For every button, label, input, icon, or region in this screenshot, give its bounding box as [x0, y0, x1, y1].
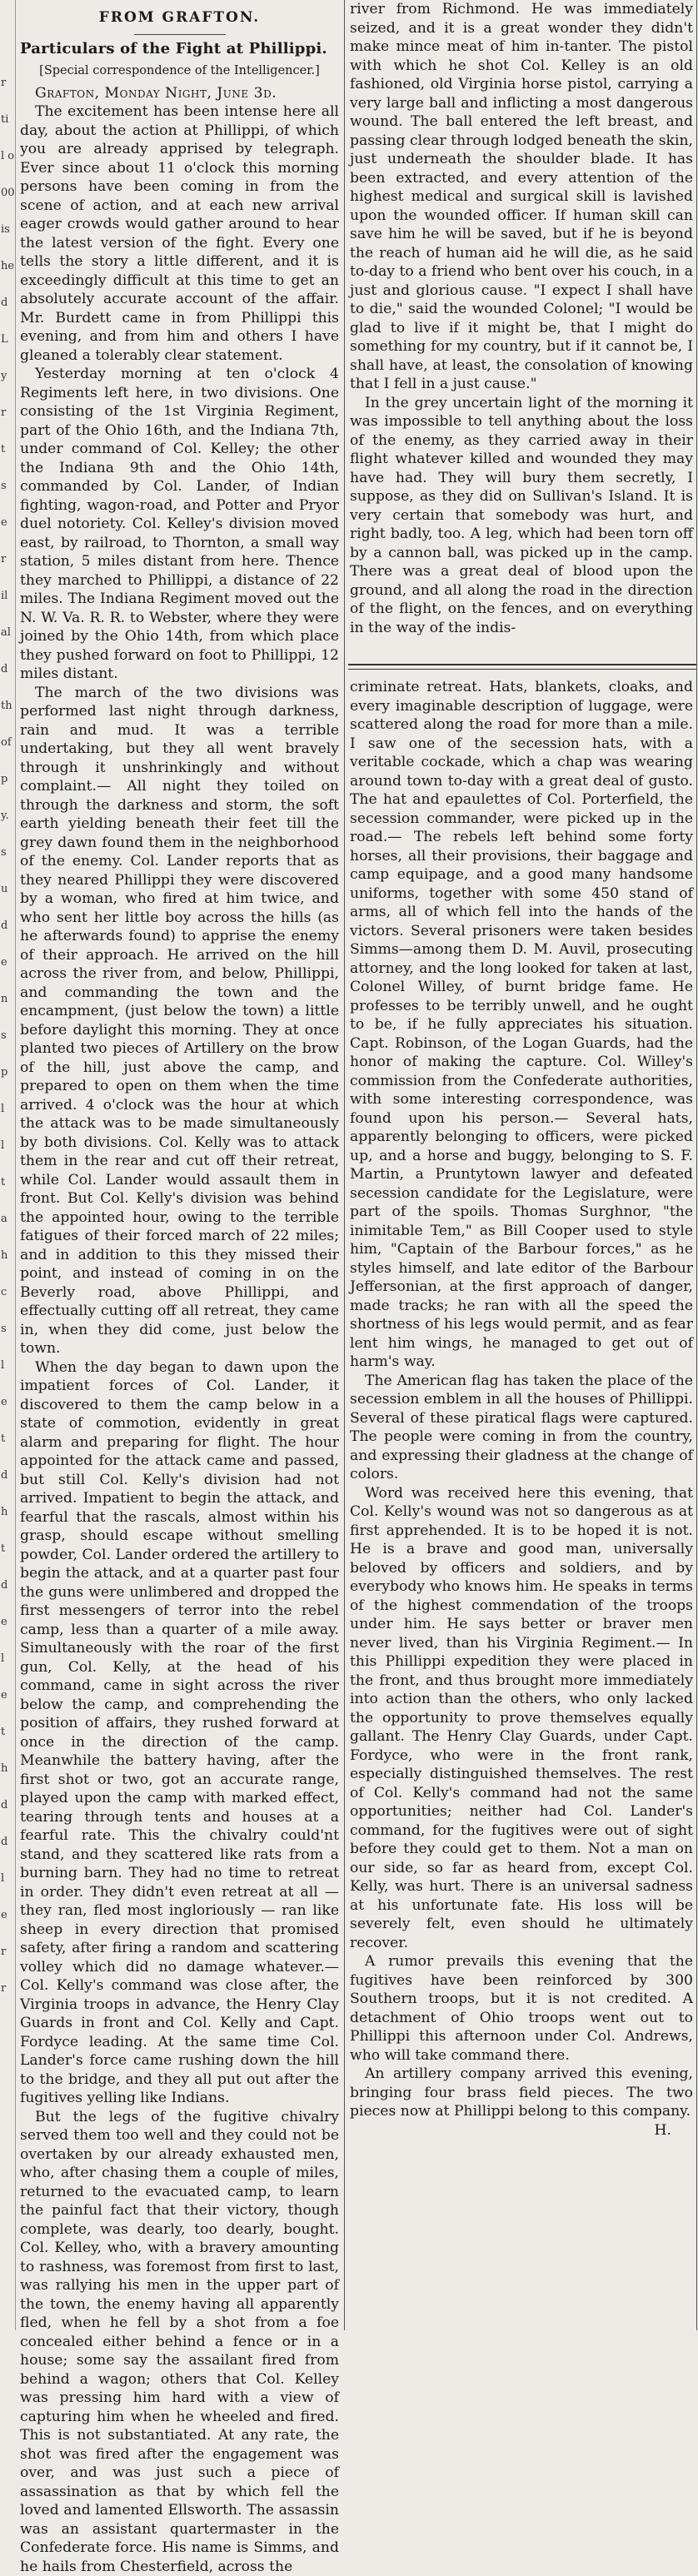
adjacent-column-fragment: is [1, 222, 14, 238]
headline: FROM GRAFTON. [20, 8, 339, 27]
paragraph: Word was received here this evening, that Col. Kelly's wound was not so dangerous as at first apprehended. It is to be hoped it is not. He is a brave and good man, universally beloved by officers and soldiers, and by everybody who knows him. He speaks in terms of the highest commendation of the troops under him. He says better or braver men never lived, than his Virginia Regiment.— In this Phillippi expedition they were placed in the front, and thus brought more immediately into action than the others, who only lacked the opportunity to prove themselves equally gallant. The Henry Clay Guards, under Capt. Fordyce, who were in the front rank, especially distinguished themselves. The rest of Col. Kelly's command had not the same opportunities; neither had Col. Lander's command, for the fugitives were out of sight before they could get to them. Not a man on our side, so far as heard from, except Col. Kelly, was hurt. There is an universal sadness at his unfortunate fate. His loss will be severely felt, even should he ultimately recover. [350, 1484, 693, 1953]
adjacent-column-fragment: l o [1, 148, 14, 165]
adjacent-column-fragment: d [1, 1834, 14, 1851]
adjacent-column-fragment: p [1, 771, 14, 788]
adjacent-column-fragment: t [1, 1174, 14, 1191]
paragraph: When the day began to dawn upon the impatient forces of Col. Lander, it discovered to them the camp below in a state of commotion, evidently in great alarm and preparing for flight. The hour appointed for the attack came and passed, but still Col. Kelly's division had not arrived. Impatient to begin the attack, and fearful that the rascals, almost within his grasp, should escape without smelling powder, Col. Lander ordered the artillery to begin the attack, and at a quarter past four the guns were unlimbered and dropped the first messengers of terror into the rebel camp, less than a quarter of a mile away. Simultaneously with the roar of the first gun, Col. Kelly, at the head of his command, came in sight across the river below the camp, and comprehending the position of affairs, they rushed forward at once in the direction of the camp. Meanwhile the battery having, after the first shot or two, got an accurate range, played upon the camp with marked effect, tearing through tents and houses at a fearful rate. This the chivalry could'nt stand, and they scattered like rats from a burning barn. They had no time to retreat in order. They didn't even retreat at all — they ran, fled most ingloriously — ran like sheep in every direction that promised safety, after firing a random and scattering volley which did no damage whatever.— Col. Kelly's command was close after, the Virginia troops in advance, the Henry Clay Guards in front and Col. Kelly and Capt. Fordyce leading. At the same time Col. Lander's force came rushing down the hill to the bridge, and they all put out after the fugitives yelling like Indians. [20, 1358, 339, 2108]
adjacent-column-fragment: e [1, 515, 14, 531]
adjacent-column-fragment: l [1, 1871, 14, 1887]
adjacent-column-fragment: s [1, 845, 14, 861]
adjacent-column-fragment: n [1, 991, 14, 1008]
paragraph: criminate retreat. Hats, blankets, cloaks, and every imaginable description of luggage, were scattered along the road for more than a mile. I saw one of the secession hats, with a veritable cockade, which a chap was wearing around town to-day with a great deal of gusto. The hat and epaulettes of Col. Porterfield, the secession commander, were picked up in the road.— The rebels left behind some forty horses, all their provisions, their baggage and camp equipage, and a good many handsome uniforms, together with some 450 stand of arms, all of which fell into the hands of the victors. Several prisoners were taken besides Simms—among them D. M. Auvil, prosecuting attorney, and the long looked for taken at last, Colonel Willey, of burnt bridge fame. He professes to be terribly unwell, and he ought to be, if he fully appreciates his situation. Capt. Robinson, of the Logan Guards, had the honor of making the capture. Col. Willey's commission from the Confederate authorities, with some interesting correspondence, was found upon his person.— Several hats, apparently belonging to officers, were picked up, and a horse and buggy, belonging to S. F. Martin, a Pruntytown lawyer and defeated secession candidate for the Legislature, were part of the spoils. Thomas Surghnor, "the inimitable Tem," as Bill Cooper used to style him, "Captain of the Barbour forces," as he styles himself, and late editor of the Barbour Jeffersonian, at the first approach of danger, made tracks; he ran with all the speed the shortness of his legs would permit, and as fear lent him wings, he managed to get out of harm's way. [350, 678, 693, 1372]
adjacent-column-fragment: d [1, 661, 14, 678]
paragraph: river from Richmond. He was immediately seized, and it is a great wonder they didn't make mince meat of him in-tanter. The pistol with which he shot Col. Kelley is an old fashioned, old Virginia horse pistol, carrying a very large ball and inflicting a most dangerous wound. The ball entered the left breast, and passing clear through lodged beneath the skin, just underneath the shoulder blade. It has been extracted, and every attention of the highest medical and surgical skill is lavished upon the wounded officer. If human skill can save him he will be saved, but if he is beyond the reach of human aid he will die, as he said to-day to a friend who bent over his couch, in a just and glorious cause. "I expect I shall have to die," said the wounded Colonel; "I would be glad to live if it might be, that I might do something for my country, but if it cannot be, I shall have, at least, the consolation of knowing that I fell in a just cause." [350, 0, 693, 394]
adjacent-column-fragment: l [1, 1651, 14, 1667]
adjacent-column-fragment: r [1, 75, 14, 92]
adjacent-column-fragment: s [1, 1321, 14, 1338]
adjacent-column-fragment: r [1, 551, 14, 568]
adjacent-column-fragment: t [1, 441, 14, 458]
adjacent-column-fragment: h [1, 1248, 14, 1264]
adjacent-column-fragment: r [1, 1981, 14, 1997]
paragraph: An artillery company arrived this evening, bringing four brass field pieces. The two pieces now at Phillippi belong to this company. [350, 2065, 693, 2121]
adjacent-column-fragment: th [1, 698, 14, 715]
adjacent-column-fragment: p [1, 1064, 14, 1081]
adjacent-column-fragment: u [1, 881, 14, 898]
adjacent-column-fragment: h [1, 1504, 14, 1521]
adjacent-column-fragment: t [1, 1724, 14, 1741]
adjacent-column-fragment: a [1, 1211, 14, 1228]
paragraph: The excitement has been intense here all day, about the action at Phillippi, of which you are already apprised by telegraph. Ever since about 11 o'clock this morning persons have been coming in from the scene of action, and at each new arrival eager crowds would gather around to hear the latest version of the fight. Every one tells the story a little different, and it is exceedingly difficult at this time to get an absolutely accurate account of the affair. Mr. Burdett came in from Phillippi this evening, and from him and others I have gleaned a tolerably clear statement. [20, 102, 339, 365]
adjacent-column-fragment: d [1, 918, 14, 934]
dateline: Grafton, Monday Night, June 3d. [20, 84, 339, 103]
adjacent-column-fragment: d [1, 1797, 14, 1814]
adjacent-column-fragment: l [1, 1138, 14, 1154]
adjacent-column-fragment: e [1, 954, 14, 971]
adjacent-column-fragment: d [1, 1467, 14, 1484]
adjacent-column-fragment: il [1, 588, 14, 605]
article-column-right-top [350, 0, 693, 658]
column-break-rule [348, 664, 696, 665]
adjacent-column-fragment: 00 [1, 185, 14, 202]
signature: H. [350, 2121, 693, 2140]
adjacent-column-fragment: e [1, 1687, 14, 1704]
paragraph: A rumor prevails this evening that the fugitives have been reinforced by 300 Southern troops, but it is not credited. A detachment of Ohio troops went out to Phillippi this afternoon under Col. Andrews, who will take command there. [350, 1952, 693, 2065]
paragraph: The march of the two divisions was performed last night through darkness, rain and mud. It was a terrible undertaking, but they all went bravely through it unshrinkingly and without complaint.— All night they toiled on through the darkness and storm, the soft earth yielding beneath their feet till the grey dawn found them in the neighborhood of the enemy. Col. Lander reports that as they neared Phillippi they were discovered by a woman, who fired at him twice, and who sent her little boy across the hills (as he afterwards found) to apprise the enemy of their approach. He arrived on the hill across the river from, and below, Phillippi, and commanding the town and the encampment, (just below the town) a little before daylight this morning. They at once planted two pieces of Artillery on the brow of the hill, just above the camp, and prepared to open on them when the time arrived. 4 o'clock was the hour at which the attack was to be made simultaneously by both divisions. Col. Kelly was to attack them in the rear and cut off their retreat, while Col. Lander would assault them in front. But Col. Kelly's division was behind the appointed hour, owing to the terrible fatigues of their forced march of 22 miles; and in addition to this they missed their point, and instead of coming in on the Beverly road, above Phillippi, and effectually cutting off all retreat, they came in, when they did come, just below the town. [20, 684, 339, 1358]
adjacent-column-fragment: l [1, 1358, 14, 1374]
adjacent-column-fragment: e [1, 1907, 14, 1924]
adjacent-column-fragment: y. [1, 808, 14, 825]
adjacent-column-fragment: e [1, 1614, 14, 1631]
headline-rule [134, 34, 226, 35]
paragraph: Yesterday morning at ten o'clock 4 Regiments left here, in two divisions. One consisting of the 1st Virginia Regiment, part of the Ohio 16th, and the Indiana 7th, under command of Col. Kelley; the other the Indiana 9th and the Ohio 14th, commanded by Col. Lander, of Indian fighting, wagon-road, and Potter and Pryor duel notoriety. Col. Kelley's division moved east, by railroad, to Thornton, a small way station, 5 miles distant from here. Thence they marched to Phillippi, a distance of 22 miles. The Indiana Regiment moved out the N. W. Va. R. R. to Webster, where they were joined by the Ohio 14th, from which place they pushed forward on foot to Phillippi, 12 miles distant. [20, 365, 339, 684]
adjacent-column-fragment: L [1, 331, 14, 348]
adjacent-column-fragment: y [1, 368, 14, 385]
adjacent-column-fragment: ti [1, 112, 14, 128]
article-column-left [20, 7, 339, 2326]
adjacent-column-fragment: r [1, 1944, 14, 1961]
column-break-rule-thin [348, 669, 696, 670]
paragraph: In the grey uncertain light of the morning it was impossible to tell anything about the loss of the enemy, as they carried away in their flight whatever killed and wounded they may have had. They will bury them secretly, I suppose, as they did on Sullivan's Island. It is very certain that somebody was hurt, and right badly, too. A leg, which had been torn off by a cannon ball, was picked up in the camp. There was a great deal of blood upon the ground, and all along the road in the direction of the flight, on the fences, and on everything in the way of the indis- [350, 394, 693, 638]
adjacent-column-edge [0, 0, 16, 2330]
adjacent-column-fragment: s [1, 1028, 14, 1044]
adjacent-column-fragment: h [1, 1761, 14, 1777]
adjacent-column-fragment: s [1, 478, 14, 495]
adjacent-column-fragment: of [1, 735, 14, 751]
paragraph: The American flag has taken the place of the secession emblem in all the houses of Phillippi. Several of these piratical flags were captured. The people were coming in from the country, and expressing their gladness at the change of colors. [350, 1372, 693, 1484]
column-rule [344, 0, 345, 2330]
adjacent-column-fragment: d [1, 1577, 14, 1594]
adjacent-column-fragment: e [1, 1394, 14, 1411]
adjacent-column-fragment: t [1, 1541, 14, 1557]
adjacent-column-fragment: he [1, 258, 14, 275]
article-column-right-bottom [350, 678, 693, 2294]
adjacent-column-fragment: t [1, 1431, 14, 1447]
subhead: Particulars of the Fight at Phillippi. [20, 40, 339, 59]
correspondence-credit: [Special correspondence of the Intelligencer.] [20, 62, 339, 81]
page-right-rule [696, 0, 697, 2330]
paragraph: But the legs of the fugitive chivalry served them too well and they could not be overtaken by our already exhausted men, who, after chasing them a couple of miles, returned to the evacuated camp, to learn the painful fact that their victory, though complete, was dearly, too dearly, bought. Col. Kelley, who, with a bravery amounting to rashness, was foremost from first to last, was rallying his men in the upper part of the town, the enemy having all apparently fled, when he fell by a shot from a foe concealed either behind a fence or in a house; some say the assailant fired from behind a wagon; others that Col. Kelley was pressing him hard with a view of capturing him when he wheeled and fired. This is not substantiated. At any rate, the shot was fired after the engagement was over, and was just such a piece of assassination as that by which fell the loved and lamented Ellsworth. The assassin was an assistant quartermaster in the Confederate force. His name is Simms, and he hails from Chesterfield, across the [20, 2108, 339, 2576]
adjacent-column-fragment: r [1, 405, 14, 421]
adjacent-column-fragment: c [1, 1284, 14, 1301]
adjacent-column-fragment: l [1, 1101, 14, 1118]
adjacent-column-fragment: d [1, 295, 14, 311]
adjacent-column-fragment: al [1, 625, 14, 641]
